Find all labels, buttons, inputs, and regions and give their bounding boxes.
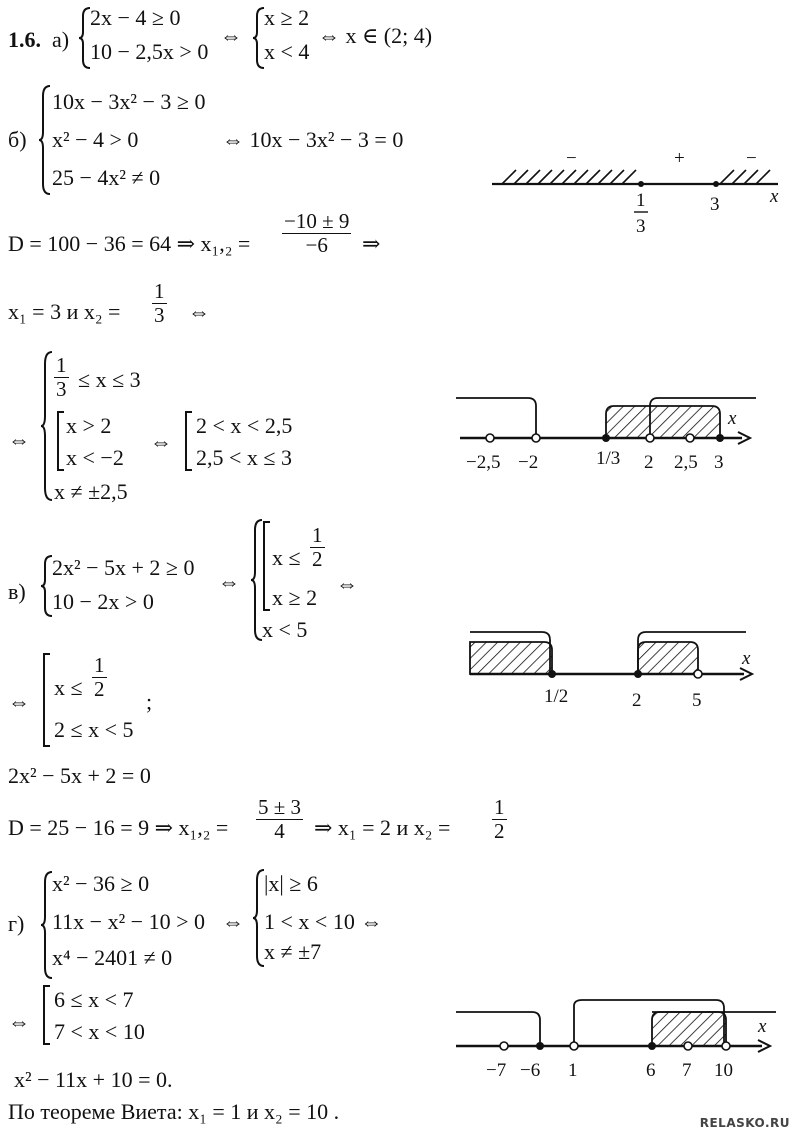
fraction-denominator: 2 — [494, 819, 505, 843]
sign-plus: + — [674, 148, 685, 169]
part-b-discriminant: D = 100 − 36 = 64 ⇒ x₁,₂ = — [8, 231, 251, 256]
tick-label: −6 — [520, 1060, 541, 1081]
part-v-result1-frac — [92, 654, 107, 701]
part-g-label: г) — [8, 911, 25, 936]
part-v-sys-line2: 10 − 2x > 0 — [52, 589, 154, 614]
closed-point — [634, 670, 642, 678]
part-v-extra: x < 5 — [262, 617, 308, 642]
part-b-final-set1: x > 2 — [66, 413, 112, 438]
interval-number-line-g — [456, 998, 776, 1084]
part-g-sys2-line1: |x| ≥ 6 — [264, 871, 318, 896]
part-g-result-equiv: ⇔ — [8, 1009, 30, 1034]
fraction-numerator: 1 — [494, 795, 505, 819]
part-g-result-2: 7 < x < 10 — [54, 1019, 145, 1044]
part-v-set1-frac — [310, 524, 325, 571]
hatched-interval-left — [470, 642, 552, 674]
part-b-result-1: 2 < x < 2,5 — [196, 413, 293, 438]
part-b-sys-line2: x² − 4 > 0 — [52, 127, 139, 152]
tick-label: −2 — [518, 452, 539, 473]
bracket-b2 — [184, 410, 194, 472]
brace-b2 — [40, 350, 54, 502]
fraction-numerator: −10 ± 9 — [284, 209, 350, 233]
part-v-roots: ⇒ x₁ = 2 и x₂ = — [314, 815, 451, 840]
fraction-denominator: 4 — [274, 819, 285, 843]
part-v-discriminant: D = 25 − 16 = 9 ⇒ x₁,₂ = — [8, 815, 229, 840]
part-a-equiv: ⇔ — [220, 23, 242, 48]
axis-label: x — [770, 186, 779, 207]
part-g-sys2-line3: x ≠ ±7 — [264, 939, 322, 964]
fraction-denominator: 3 — [56, 377, 67, 401]
part-g-sys2-line2: 1 < x < 10 ⇔ — [264, 909, 383, 934]
tick-label-den: 3 — [636, 216, 646, 237]
part-g-equation: x² − 11x + 10 = 0. — [14, 1067, 173, 1092]
hatched-interval — [652, 1012, 726, 1046]
bracket-v2 — [42, 652, 52, 748]
tick-label-num: 1 — [636, 190, 646, 211]
part-b-result-equiv: ⇔ — [150, 429, 172, 454]
closed-point — [536, 1042, 544, 1050]
closed-point — [548, 670, 556, 678]
part-b-label: б) — [8, 127, 27, 152]
open-point — [694, 670, 702, 678]
tick-label: 1 — [568, 1060, 578, 1081]
axis-label: x — [758, 1016, 767, 1037]
closed-point — [716, 434, 724, 442]
fraction-denominator: 2 — [312, 547, 323, 571]
open-point — [500, 1042, 508, 1050]
part-v-set2: x ≥ 2 — [272, 585, 318, 610]
bracket-b1 — [56, 410, 66, 472]
bracket-x-lt-minus2 — [456, 398, 536, 438]
tick-label: 6 — [646, 1060, 656, 1081]
tick-label: 5 — [692, 690, 702, 711]
open-point — [722, 1042, 730, 1050]
point-three — [713, 181, 719, 187]
tick-label: 2,5 — [674, 452, 698, 473]
part-g-sys-line2: 11x − x² − 10 > 0 — [52, 909, 206, 934]
part-b-result-2: 2,5 < x ≤ 3 — [196, 445, 292, 470]
sign-number-line — [488, 140, 788, 250]
closed-point — [648, 1042, 656, 1050]
part-a-sys2-line2: x < 4 — [264, 39, 310, 64]
tick-label: 2 — [644, 452, 654, 473]
tick-label: 2 — [632, 690, 642, 711]
part-b-equation: ⇔ 10x − 3x² − 3 = 0 — [222, 127, 404, 152]
closed-point — [602, 434, 610, 442]
fraction-denominator: 3 — [154, 303, 165, 327]
fraction-denominator: 2 — [94, 677, 105, 701]
hatch-left — [502, 170, 636, 184]
part-v-semicolon: ; — [146, 689, 153, 714]
open-point — [532, 434, 540, 442]
part-v-set1-prefix: x ≤ — [272, 545, 301, 570]
part-v-result-equiv: ⇔ — [8, 689, 30, 714]
part-b-roots: x₁ = 3 и x₂ = — [8, 299, 121, 324]
part-a-label: а) — [52, 27, 70, 52]
part-b-root-fraction — [282, 210, 351, 257]
part-v-root-fraction — [256, 796, 303, 843]
fraction-numerator: 1 — [312, 523, 323, 547]
part-a-sys1-line1: 2x − 4 ≥ 0 — [90, 5, 181, 30]
hatched-interval — [606, 406, 720, 438]
sign-minus-right: − — [746, 148, 757, 169]
fraction-numerator: 5 ± 3 — [258, 795, 302, 819]
interval-number-line-b — [456, 392, 756, 502]
fraction-numerator: 1 — [94, 653, 105, 677]
open-point — [486, 434, 494, 442]
tick-label: 1/2 — [544, 686, 569, 707]
bracket-v1 — [262, 520, 272, 612]
open-point — [570, 1042, 578, 1050]
axis-label: x — [742, 648, 751, 669]
open-point — [646, 434, 654, 442]
part-v-roots-frac — [492, 796, 507, 843]
part-b-roots-equiv: ⇔ — [188, 299, 210, 324]
part-b-final-equiv: ⇔ — [8, 427, 30, 452]
problem-number: 1.6. — [8, 27, 41, 52]
fraction-denominator: −6 — [305, 233, 328, 257]
bracket-x-le-minus6 — [456, 1012, 540, 1046]
hatch-right — [720, 170, 770, 184]
tick-label: 3 — [714, 452, 724, 473]
part-b-implies: ⇒ — [362, 231, 381, 256]
part-g-sys-line3: x⁴ − 2401 ≠ 0 — [52, 945, 173, 970]
part-b-final-line1: ≤ x ≤ 3 — [78, 367, 141, 392]
part-b-final-line3: x ≠ ±2,5 — [54, 479, 128, 504]
interval-number-line-v — [470, 624, 770, 744]
part-v-result2: 2 ≤ x < 5 — [54, 717, 134, 742]
part-v-label: в) — [8, 579, 26, 604]
part-a-answer: ⇔ x ∈ (2; 4) — [318, 23, 433, 48]
axis-label: x — [728, 408, 737, 429]
part-v-result1-prefix: x ≤ — [54, 675, 83, 700]
part-b-final-frac — [54, 354, 69, 401]
tick-label: 7 — [682, 1060, 692, 1081]
part-g-equiv: ⇔ — [222, 909, 244, 934]
tick-label: −7 — [486, 1060, 507, 1081]
tick-label: −2,5 — [466, 452, 501, 473]
part-g-sys-line1: x² − 36 ≥ 0 — [52, 871, 150, 896]
point-one-third — [638, 181, 644, 187]
tick-label: 1/3 — [596, 448, 621, 469]
fraction-numerator: 1 — [56, 353, 67, 377]
part-a-sys2-line1: x ≥ 2 — [264, 5, 310, 30]
hatched-interval-right — [638, 642, 698, 674]
brace-b1 — [38, 84, 52, 196]
sign-minus-left: − — [566, 148, 577, 169]
part-v-after: ⇔ — [336, 571, 358, 596]
fraction-numerator: 1 — [154, 279, 165, 303]
part-b-sys-line1: 10x − 3x² − 3 ≥ 0 — [52, 89, 206, 114]
part-v-sys-line1: 2x² − 5x + 2 ≥ 0 — [52, 555, 195, 580]
part-b-sys-line3: 25 − 4x² ≠ 0 — [52, 165, 161, 190]
part-g-vieta: По теореме Виета: x₁ = 1 и x₂ = 10 . — [8, 1099, 340, 1124]
part-a-sys1-line2: 10 − 2,5x > 0 — [90, 39, 209, 64]
part-v-equiv: ⇔ — [218, 569, 240, 594]
watermark: RELASKO.RU — [699, 1116, 790, 1130]
part-b-final-set2: x < −2 — [66, 445, 124, 470]
bracket-g1 — [42, 984, 52, 1046]
open-point — [686, 434, 694, 442]
tick-label-three: 3 — [710, 194, 720, 215]
part-v-equation: 2x² − 5x + 2 = 0 — [8, 763, 151, 788]
open-point — [684, 1042, 692, 1050]
part-g-result-1: 6 ≤ x < 7 — [54, 987, 134, 1012]
part-b-roots-fraction — [152, 280, 167, 327]
tick-label: 10 — [714, 1060, 733, 1081]
